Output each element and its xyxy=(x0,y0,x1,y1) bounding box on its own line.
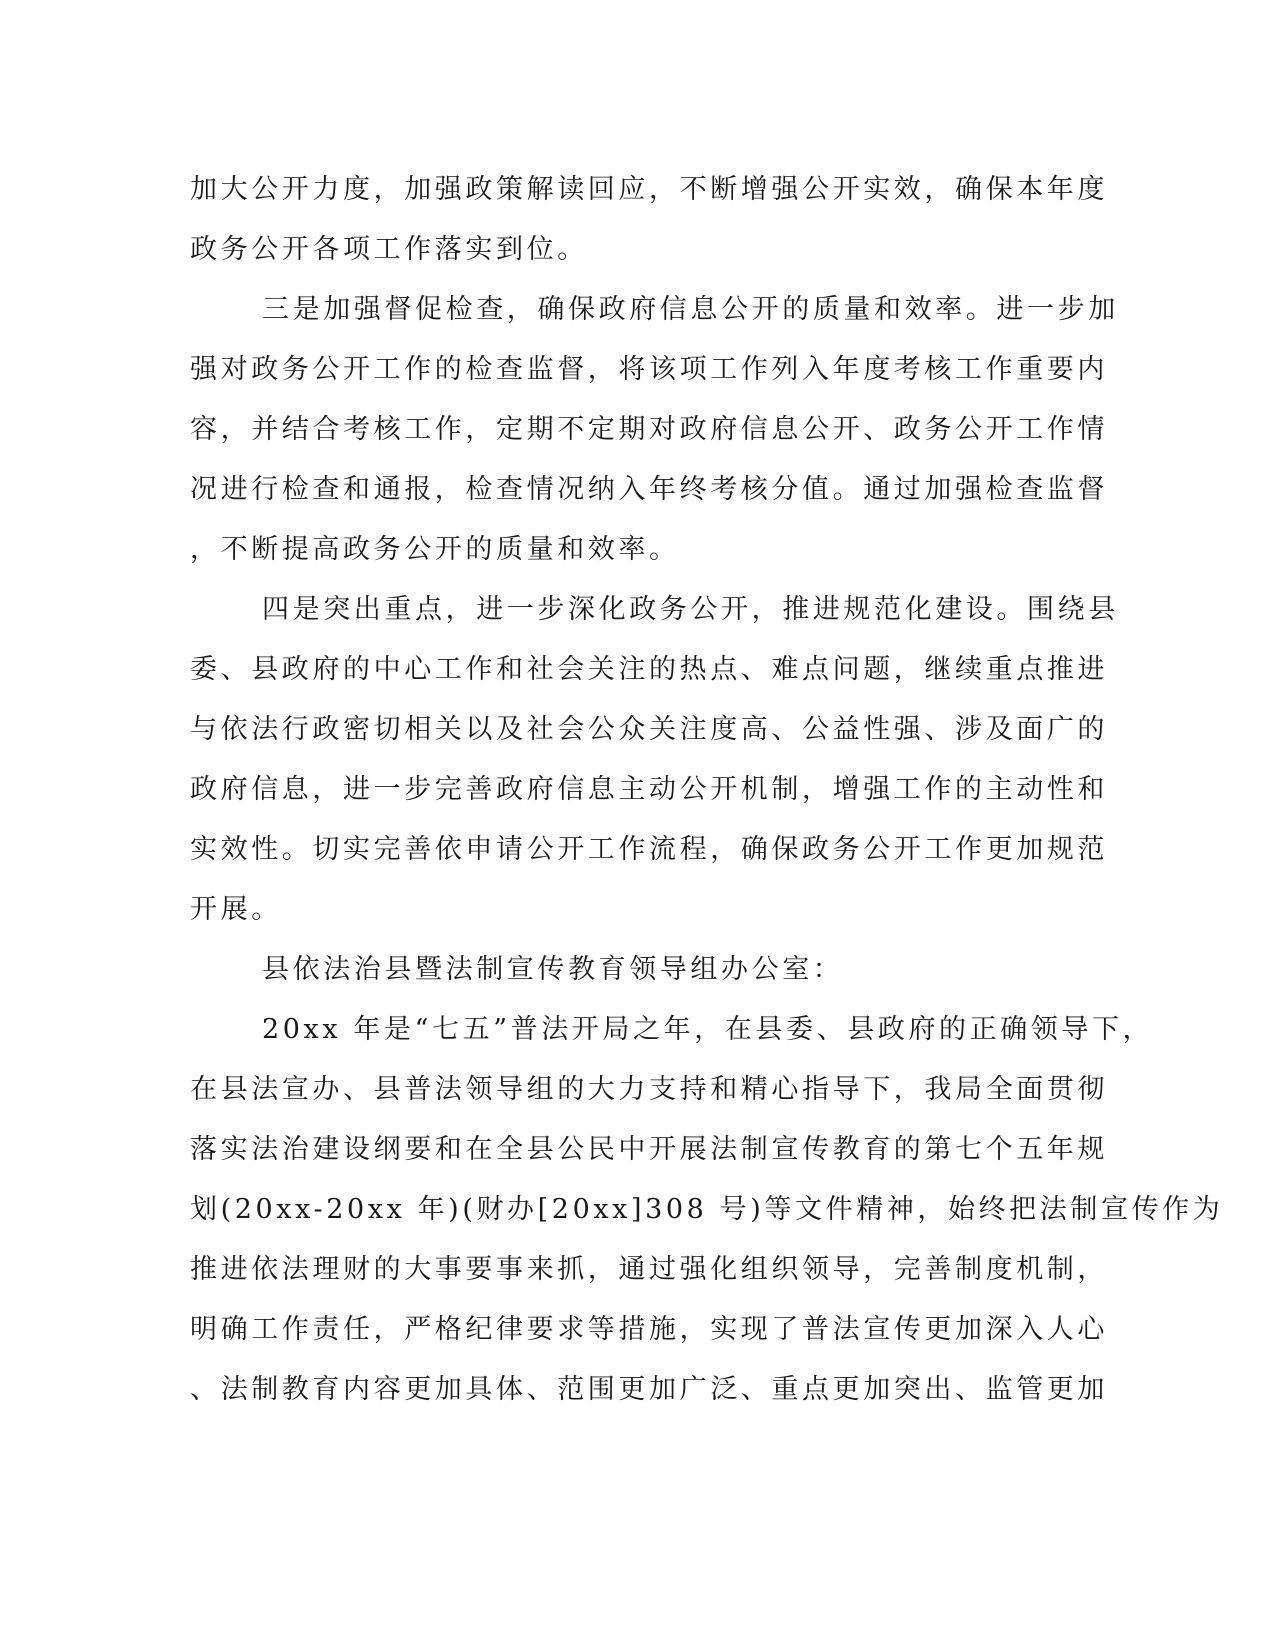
text-line: 三是加强督促检查，确保政府信息公开的质量和效率。进一步加 xyxy=(262,294,1119,325)
text-line: 划(20xx-20xx 年)(财办[20xx]308 号)等文件精神，始终把法制宣传作为 xyxy=(190,1194,1224,1225)
document-body xyxy=(190,160,1224,1420)
text-line: 政府信息，进一步完善政府信息主动公开机制，增强工作的主动性和 xyxy=(190,774,1108,805)
text-line: 委、县政府的中心工作和社会关注的热点、难点问题，继续重点推进 xyxy=(190,654,1108,685)
text-line: 推进依法理财的大事要事来抓，通过强化组织领导，完善制度机制， xyxy=(190,1254,1108,1285)
text-line: 与依法行政密切相关以及社会公众关注度高、公益性强、涉及面广的 xyxy=(190,714,1108,745)
text-line: 明确工作责任，严格纪律要求等措施，实现了普法宣传更加深入人心 xyxy=(190,1314,1108,1345)
text-line: 20xx 年是“七五”普法开局之年，在县委、县政府的正确领导下， xyxy=(262,1014,1154,1045)
text-line: 加大公开力度，加强政策解读回应，不断增强公开实效，确保本年度 xyxy=(190,174,1108,205)
text-line: 实效性。切实完善依申请公开工作流程，确保政务公开工作更加规范 xyxy=(190,834,1108,865)
text-line: 容，并结合考核工作，定期不定期对政府信息公开、政务公开工作情 xyxy=(190,414,1108,445)
text-line: 县依法治县暨法制宣传教育领导组办公室： xyxy=(262,954,844,985)
text-line: 况进行检查和通报，检查情况纳入年终考核分值。通过加强检查监督 xyxy=(190,474,1108,505)
text-line: 开展。 xyxy=(190,894,282,925)
text-line: 强对政务公开工作的检查监督，将该项工作列入年度考核工作重要内 xyxy=(190,354,1108,385)
text-line: ，不断提高政务公开的质量和效率。 xyxy=(190,534,680,565)
text-line: 政务公开各项工作落实到位。 xyxy=(190,234,588,265)
text-line: 在县法宣办、县普法领导组的大力支持和精心指导下，我局全面贯彻 xyxy=(190,1074,1108,1105)
text-line: 落实法治建设纲要和在全县公民中开展法制宣传教育的第七个五年规 xyxy=(190,1134,1108,1165)
text-line: 四是突出重点，进一步深化政务公开，推进规范化建设。围绕县 xyxy=(262,594,1119,625)
text-line: 、法制教育内容更加具体、范围更加广泛、重点更加突出、监管更加 xyxy=(190,1374,1108,1405)
